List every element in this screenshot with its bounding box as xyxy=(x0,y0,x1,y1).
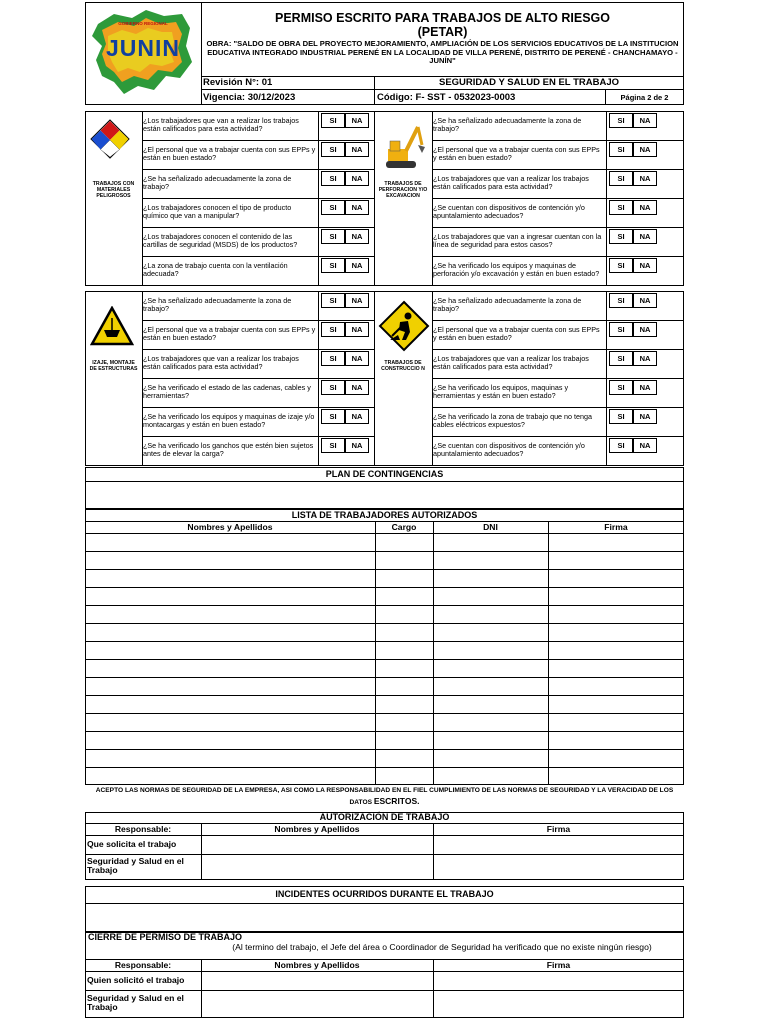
autorizacion-nombres-sst-field[interactable] xyxy=(202,855,432,879)
option-si-0-1[interactable]: SI xyxy=(321,142,345,157)
option-si-1-0[interactable]: SI xyxy=(609,113,633,128)
option-si-1-2[interactable]: SI xyxy=(609,171,633,186)
autorizacion-col-responsable: Responsable: xyxy=(114,824,172,834)
question-0-5: ¿La zona de trabajo cuenta con la ventilación adecuada? xyxy=(143,262,288,278)
worker-row[interactable] xyxy=(86,732,374,749)
workers-col-firma: Firma xyxy=(604,522,628,532)
question-1-3: ¿Se cuentan con dispositivos de contención y/o apuntalamiento adecuados? xyxy=(433,204,585,220)
autorizacion-col-nombres: Nombres y Apellidos xyxy=(274,824,360,834)
option-si-0-4[interactable]: SI xyxy=(321,229,345,244)
option-si-2-5[interactable]: SI xyxy=(321,438,345,453)
option-na-2-3[interactable]: NA xyxy=(345,380,369,395)
cierre-col-nombres: Nombres y Apellidos xyxy=(274,960,360,970)
question-2-2: ¿Los trabajadores que van a realizar los trabajos están calificados para esta actividad? xyxy=(143,355,299,371)
worker-row[interactable] xyxy=(86,696,374,713)
section-label-1: TRABAJOS DE PERFORACION Y/O EXCAVACION xyxy=(378,181,428,199)
construction-worker-icon xyxy=(378,300,430,352)
worker-row[interactable] xyxy=(86,570,374,587)
option-na-2-5[interactable]: NA xyxy=(345,438,369,453)
option-na-3-0[interactable]: NA xyxy=(633,293,657,308)
option-si-2-0[interactable]: SI xyxy=(321,293,345,308)
option-na-2-1[interactable]: NA xyxy=(345,322,369,337)
question-2-1: ¿El personal que va a trabajar cuenta con sus EPPs y están en buen estado? xyxy=(143,326,316,342)
excavator-icon xyxy=(380,115,426,171)
question-2-3: ¿Se ha verificado el estado de las cadenas, cables y herramientas? xyxy=(143,384,311,400)
section-label-3: TRABAJOS DE CONSTRUCCIO N xyxy=(381,360,425,372)
option-na-1-4[interactable]: NA xyxy=(633,229,657,244)
option-na-2-2[interactable]: NA xyxy=(345,351,369,366)
option-na-1-0[interactable]: NA xyxy=(633,113,657,128)
suspended-load-icon xyxy=(90,306,134,346)
worker-row[interactable] xyxy=(86,714,374,731)
workers-col-nombres: Nombres y Apellidos xyxy=(187,522,273,532)
worker-row[interactable] xyxy=(86,606,374,623)
autorizacion-firma-solicita-field[interactable] xyxy=(434,836,683,853)
worker-row[interactable] xyxy=(86,750,374,767)
contingencias-field[interactable] xyxy=(86,482,683,508)
autorizacion-title: AUTORIZACIÓN DE TRABAJO xyxy=(319,812,450,822)
worker-row[interactable] xyxy=(86,642,374,659)
cierre-col-firma: Firma xyxy=(546,960,571,970)
option-na-3-2[interactable]: NA xyxy=(633,351,657,366)
codigo: Código: F- SST - 0532023-0003 xyxy=(377,92,516,103)
question-2-4: ¿Se ha verificado los equipos y maquinas de izaje y/o montacargas y están en buen estado? xyxy=(143,413,315,429)
section-label-2: IZAJE, MONTAJE DE ESTRUCTURAS xyxy=(89,360,138,372)
question-3-3: ¿Se ha verificado los equipos, maquinas y herramientas y están en buen estado? xyxy=(433,384,569,400)
question-0-0: ¿Los trabajadores que van a realizar los trabajos están calificados para esta actividad? xyxy=(143,117,299,133)
option-si-1-1[interactable]: SI xyxy=(609,142,633,157)
option-na-1-1[interactable]: NA xyxy=(633,142,657,157)
option-si-3-5[interactable]: SI xyxy=(609,438,633,453)
question-1-0: ¿Se ha señalizado adecuadamente la zona de trabajo? xyxy=(433,117,582,133)
option-na-0-3[interactable]: NA xyxy=(345,200,369,215)
autorizacion-row-solicita: Que solicita el trabajo xyxy=(87,839,177,849)
option-si-2-3[interactable]: SI xyxy=(321,380,345,395)
question-3-4: ¿Se ha verificado la zona de trabajo que no tenga cables eléctricos expuestos? xyxy=(433,413,593,429)
option-na-3-1[interactable]: NA xyxy=(633,322,657,337)
cierre-note: (Al termino del trabajo, el Jefe del área o Coordinador de Seguridad ha verificado que no existe ningún riesgo) xyxy=(232,943,652,952)
option-na-0-5[interactable]: NA xyxy=(345,258,369,273)
option-si-1-5[interactable]: SI xyxy=(609,258,633,273)
acepto-text xyxy=(86,787,683,807)
section-label-0: TRABAJOS CON MATERIALES PELIGROSOS xyxy=(92,181,135,199)
question-0-4: ¿Los trabajadores conocen el contenido de las cartillas de seguridad (MSDS) de los productos? xyxy=(143,233,298,249)
autorizacion-firma-sst-field[interactable] xyxy=(434,855,683,879)
option-si-2-2[interactable]: SI xyxy=(321,351,345,366)
question-2-5: ¿Se ha verificado los ganchos que estén bien sujetos antes de elevar la carga? xyxy=(143,442,314,458)
option-na-2-0[interactable]: NA xyxy=(345,293,369,308)
question-3-2: ¿Los trabajadores que van a realizar los trabajos están calificados para esta actividad? xyxy=(433,355,589,371)
question-3-1: ¿El personal que va a trabajar cuenta con sus EPPs y están en buen estado? xyxy=(433,326,600,342)
question-1-4: ¿Los trabajadores que van a ingresar cuentan con la línea de seguridad para estos casos? xyxy=(433,233,602,249)
workers-col-cargo: Cargo xyxy=(391,522,417,532)
workers-title: LISTA DE TRABAJADORES AUTORIZADOS xyxy=(291,510,478,520)
cierre-nombres-sst-field[interactable] xyxy=(202,991,432,1017)
incidentes-field[interactable] xyxy=(86,904,683,931)
acepto-tail: ESCRITOS. xyxy=(373,795,420,806)
question-3-0: ¿Se ha señalizado adecuadamente la zona de trabajo? xyxy=(433,297,582,313)
cierre-firma-solicito-field[interactable] xyxy=(434,972,683,989)
option-si-3-1[interactable]: SI xyxy=(609,322,633,337)
option-si-3-2[interactable]: SI xyxy=(609,351,633,366)
question-1-1: ¿El personal que va a trabajar cuenta con sus EPPs y están en buen estado? xyxy=(433,146,600,162)
option-na-1-5[interactable]: NA xyxy=(633,258,657,273)
option-si-3-3[interactable]: SI xyxy=(609,380,633,395)
question-2-0: ¿Se ha señalizado adecuadamente la zona de trabajo? xyxy=(143,297,292,313)
workers-col-dni: DNI xyxy=(483,522,498,532)
option-na-1-3[interactable]: NA xyxy=(633,200,657,215)
worker-row[interactable] xyxy=(86,534,374,551)
cierre-row-solicito: Quien solicitó el trabajo xyxy=(87,975,185,985)
form-subtitle: (PETAR) xyxy=(417,25,468,39)
hazardous-materials-icon xyxy=(89,118,131,166)
option-si-0-3[interactable]: SI xyxy=(321,200,345,215)
autorizacion-row-sst: Seguridad y Salud en el Trabajo xyxy=(87,856,184,876)
option-si-0-0[interactable]: SI xyxy=(321,113,345,128)
cierre-nombres-solicito-field[interactable] xyxy=(202,972,432,989)
acepto-body: ACEPTO LAS NORMAS DE SEGURIDAD DE LA EMPRESA, ASI COMO LA RESPONSABILIDAD EN EL FIEL CUMPLIMIENTO DE LAS NORMAS DE SEGURIDAD Y LA VERACIDAD DE LOS DATOS xyxy=(95,787,674,806)
question-1-5: ¿Se ha verificado los equipos y maquinas de perforación y/o excavación y están en buen estado? xyxy=(433,262,600,278)
cierre-row-sst: Seguridad y Salud en el Trabajo xyxy=(87,993,184,1013)
area: SEGURIDAD Y SALUD EN EL TRABAJO xyxy=(439,77,619,88)
question-3-5: ¿Se cuentan con dispositivos de contención y/o apuntalamiento adecuados? xyxy=(433,442,585,458)
option-na-0-2[interactable]: NA xyxy=(345,171,369,186)
cierre-firma-sst-field[interactable] xyxy=(434,991,683,1017)
worker-row[interactable] xyxy=(86,624,374,641)
vigencia: Vigencia: 30/12/2023 xyxy=(203,92,296,103)
logo-text: JUNIN xyxy=(105,35,180,61)
option-na-0-1[interactable]: NA xyxy=(345,142,369,157)
pagina: Página 2 de 2 xyxy=(620,93,669,102)
option-na-0-0[interactable]: NA xyxy=(345,113,369,128)
option-si-1-4[interactable]: SI xyxy=(609,229,633,244)
option-si-2-1[interactable]: SI xyxy=(321,322,345,337)
incidentes-title: INCIDENTES OCURRIDOS DURANTE EL TRABAJO xyxy=(275,889,494,899)
option-na-3-4[interactable]: NA xyxy=(633,409,657,424)
option-si-3-4[interactable]: SI xyxy=(609,409,633,424)
option-na-3-5[interactable]: NA xyxy=(633,438,657,453)
obra-text: OBRA: "SALDO DE OBRA DEL PROYECTO MEJORAMIENTO, AMPLIACIÓN DE LOS SERVICIOS EDUCATIVOS DE LA INSTITUCION EDUCATIVA INTEGRADO INDUSTRIAL PERENÉ EN LA LOCALIDAD DE VILLA PERENÉ, DISTRITO DE PERENÉ - CHANCHAMAYO - JUNÍN" xyxy=(206,39,679,65)
option-si-1-3[interactable]: SI xyxy=(609,200,633,215)
logo-top-text: GOBIERNO REGIONAL xyxy=(118,21,168,26)
question-0-3: ¿Los trabajadores conocen el tipo de producto químico que van a manipular? xyxy=(143,204,292,220)
option-na-1-2[interactable]: NA xyxy=(633,171,657,186)
option-na-2-4[interactable]: NA xyxy=(345,409,369,424)
autorizacion-col-firma: Firma xyxy=(546,824,571,834)
question-1-2: ¿Los trabajadores que van a realizar los trabajos están calificados para esta actividad? xyxy=(433,175,589,191)
junin-logo xyxy=(88,6,198,98)
option-si-3-0[interactable]: SI xyxy=(609,293,633,308)
worker-row[interactable] xyxy=(86,588,374,605)
worker-row[interactable] xyxy=(86,660,374,677)
worker-row[interactable] xyxy=(86,552,374,569)
cierre-col-responsable: Responsable: xyxy=(114,960,172,970)
contingencias-title: PLAN DE CONTINGENCIAS xyxy=(325,469,444,479)
option-na-0-4[interactable]: NA xyxy=(345,229,369,244)
worker-row[interactable] xyxy=(86,768,374,785)
option-si-0-5[interactable]: SI xyxy=(321,258,345,273)
option-si-2-4[interactable]: SI xyxy=(321,409,345,424)
autorizacion-nombres-solicita-field[interactable] xyxy=(202,836,432,853)
worker-row[interactable] xyxy=(86,678,374,695)
question-0-1: ¿El personal que va a trabajar cuenta con sus EPPs y están en buen estado? xyxy=(143,146,316,162)
option-si-0-2[interactable]: SI xyxy=(321,171,345,186)
option-na-3-3[interactable]: NA xyxy=(633,380,657,395)
cierre-title: CIERRE DE PERMISO DE TRABAJO xyxy=(88,932,243,942)
revision: Revisión N°: 01 xyxy=(203,77,273,88)
question-0-2: ¿Se ha señalizado adecuadamente la zona de trabajo? xyxy=(143,175,292,191)
form-title: PERMISO ESCRITO PARA TRABAJOS DE ALTO RIESGO xyxy=(275,11,610,25)
